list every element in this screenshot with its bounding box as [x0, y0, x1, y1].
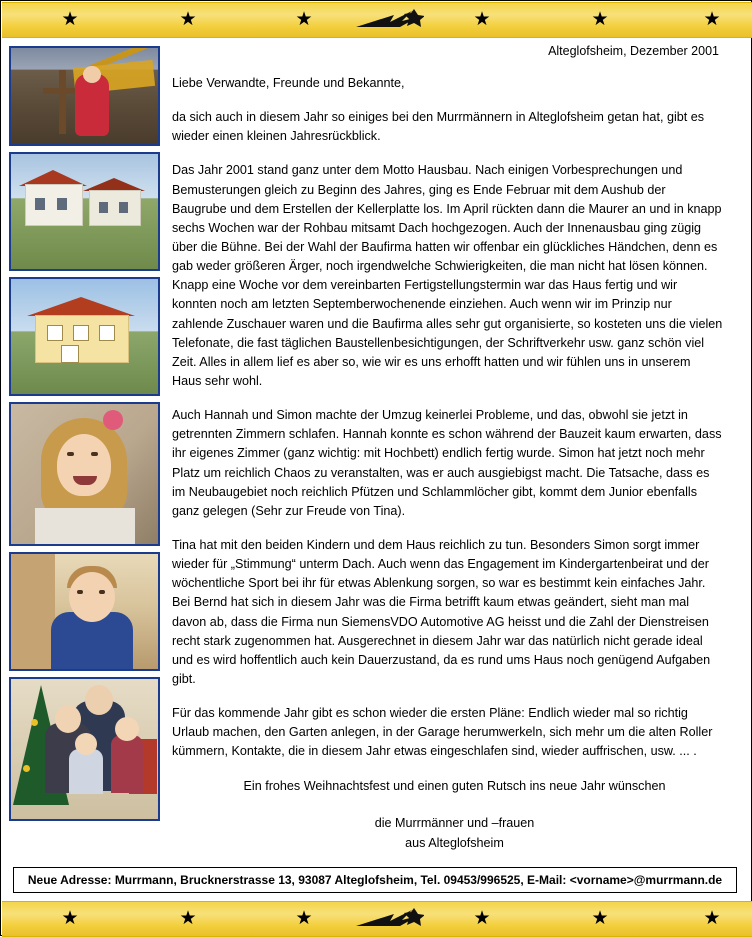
photo-girl-hannah — [9, 402, 160, 546]
decorative-border-bottom — [2, 901, 752, 937]
paragraph-kinder: Auch Hannah und Simon machte der Umzug keinerlei Probleme, und das, obwohl sie jetzt in getrennten Zimmern schlafen. Hannah konnte es schon während der Bauzeit kaum erwarten, dass ihr eigenes Zimmer (ganz wichtig: mit Hochbett) endlich fertig wurde. Simon hat jetzt noch mehr Platz um reichlich Chaos zu veranstalten, was er auch ausgiebigst macht. Die Tatsache, dass es im Neubaugebiet noch reichlich Pfützen und Schlammlöcher gibt, kommt dem Junior ebenfalls ganz gelegen (Sehr zur Freude von Tina). — [172, 408, 722, 518]
address-footer: Neue Adresse: Murrmann, Brucknerstrasse 13, 93087 Alteglofsheim, Tel. 09453/996525, E-Mail: <vorname>@murrmann.de — [13, 867, 737, 893]
signature-line-2: aus Alteglofsheim — [405, 835, 504, 850]
letter-body — [2, 36, 752, 866]
star-icon: ★ — [473, 908, 491, 929]
star-icon: ★ — [591, 908, 609, 929]
star-icon: ★ — [703, 9, 721, 30]
star-icon: ★ — [591, 9, 609, 30]
star-icon: ★ — [61, 908, 79, 929]
letter-text-column — [172, 44, 737, 853]
paragraph-plaene: Für das kommende Jahr gibt es schon wieder die ersten Pläne: Endlich wieder mal so richtig Urlaub machen, den Garten anlegen, in der Garage herumwerkeln, sich mehr um die alten Roller kümmern, Kontakte, die in diesem Jahr etwas eingeschlafen sind, wieder auffrischen, usw. ... . — [172, 706, 713, 759]
salutation: Liebe Verwandte, Freunde und Bekannte, — [172, 76, 405, 90]
closing-block — [172, 777, 737, 854]
star-icon: ★ — [179, 908, 197, 929]
shooting-star-icon — [354, 906, 424, 932]
star-icon: ★ — [295, 908, 313, 929]
photo-family-christmas — [9, 677, 160, 821]
paragraph-hausbau: Das Jahr 2001 stand ganz unter dem Motto Hausbau. Nach einigen Vorbesprechungen und Bemusterungen gleich zu Beginn des Jahres, ging es Ende Februar mit dem Aushub der Baugrube und dem Erstellen der Kellerplatte los. Im April rückten dann die Maurer an und in knapp sechs Wochen war der Rohbau mitsamt Dach hochgezogen. Auch der Innenausbau ging zügig über die Bühne. Bei der Wahl der Baufirma hatten wir offenbar ein glückliches Händchen, denn es gab weder größeren Ärger, noch irgendwelche Schwierigkeiten, die man nicht hat lösen können. Knapp eine Woche vor dem vereinbarten Fertigstellungstermin war das Haus fertig und wir konnten noch am letzten Septemberwochenende einziehen. Auch wenn wir im Prinzip nur zahlende Zuschauer waren und die Baufirma alles sehr gut organisierte, so kosteten uns die vielen Telefonate, die fast täglichen Baustellenbesichtigungen, der Schriftverkehr usw. ganz schön viel Zeit. Alles in allem lief es aber so, wie wir es uns erhofft hatten und wir fühlen uns in unserem Haus sehr wohl. — [172, 163, 723, 388]
star-icon: ★ — [703, 908, 721, 929]
photo-yellow-house — [9, 277, 160, 396]
closing-wish: Ein frohes Weihnachtsfest und einen guten Rutsch ins neue Jahr wünschen — [243, 778, 666, 793]
signature-line-1: die Murrmänner und –frauen — [374, 816, 535, 831]
star-icon: ★ — [179, 9, 197, 30]
star-icon: ★ — [295, 9, 313, 30]
paragraph-eltern: Tina hat mit den beiden Kindern und dem Haus reichlich zu tun. Besonders Simon sorgt immer wieder für „Stimmung“ unterm Dach. Auch wenn das Engagement im Kindergartenbeirat und der wöchentliche Sport bei ihr für etwas Ablenkung sorgen, so war es bestimmt kein einfaches Jahr. Bei Bernd hat sich in diesem Jahr was die Firma betrifft kaum etwas geändert, sieht man mal davon ab, dass die Firma nun SiemensVDO Automotive AG heisst und die Zahl der Dienstreisen recht stark zugenommen hat. Ausgerechnet in diesem Jahr war das natürlich nicht gerade ideal und es wird hoffentlich auch kein Dauerzustand, da es rund ums Haus noch genügend Aufgaben gibt. — [172, 537, 711, 686]
photo-toddler-simon — [9, 552, 160, 671]
shooting-star-icon — [354, 7, 424, 33]
paragraph-intro: da sich auch in diesem Jahr so einiges bei den Murrmännern in Alteglofsheim getan hat, gibt es wieder einen kleinen Jahresrückblick. — [172, 110, 705, 144]
star-icon: ★ — [61, 9, 79, 30]
star-icon: ★ — [473, 9, 491, 30]
photo-child-construction-site — [9, 46, 160, 146]
photo-two-new-houses — [9, 152, 160, 271]
date-line: Alteglofsheim, Dezember 2001 — [548, 44, 719, 58]
photo-column — [9, 46, 164, 827]
decorative-border-top — [2, 2, 752, 38]
